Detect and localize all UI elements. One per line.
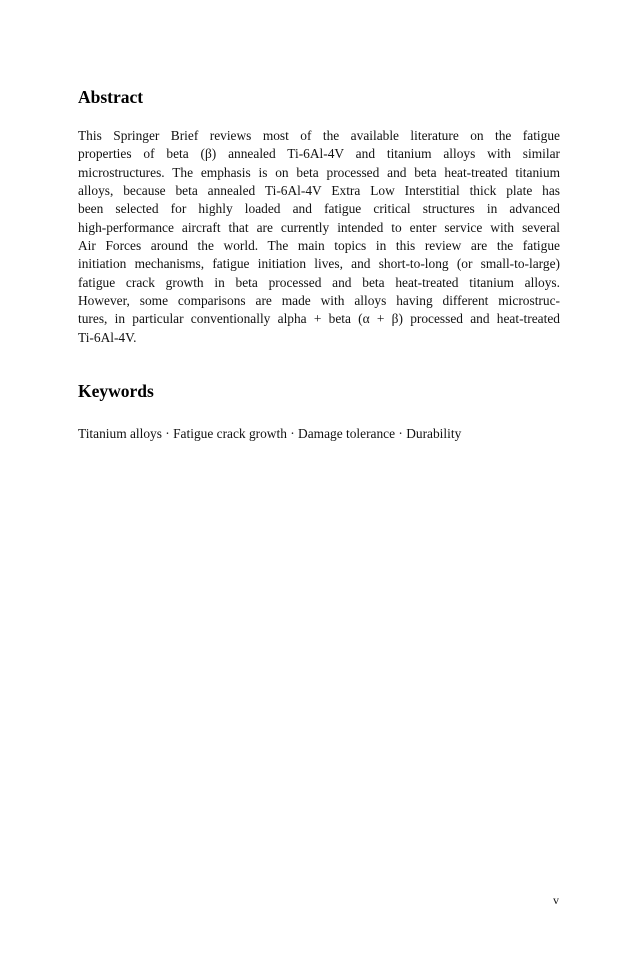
abstract-line: been selected for highly loaded and fatigue critical structures in advanced [78, 201, 560, 217]
abstract-body [78, 127, 560, 347]
abstract-line: properties of beta (β) annealed Ti-6Al-4V and titanium alloys with similar [78, 146, 560, 162]
abstract-line: This Springer Brief reviews most of the available literature on the fatigue [78, 128, 560, 143]
abstract-line: initiation mechanisms, fatigue initiation lives, and short-to-long (or small-to-large) [78, 256, 560, 272]
abstract-line: microstructures. The emphasis is on beta processed and beta heat-treated titanium [78, 164, 560, 180]
page-number: v [553, 893, 559, 907]
abstract-line: Ti-6Al-4V. [78, 329, 137, 345]
abstract-line: Air Forces around the world. The main topics in this review are the fatigue [78, 238, 560, 254]
abstract-heading: Abstract [78, 87, 144, 107]
keywords-list: Titanium alloys · Fatigue crack growth · Damage tolerance · Durability [78, 426, 462, 441]
abstract-line: alloys, because beta annealed Ti-6Al-4V Extra Low Interstitial thick plate has [78, 183, 560, 199]
abstract-line: fatigue crack growth in beta processed and beta heat-treated titanium alloys. [78, 274, 560, 290]
abstract-line: high-performance aircraft that are currently intended to enter service with several [78, 219, 560, 235]
abstract-line: tures, in particular conventionally alpha + beta (α + β) processed and heat-treated [78, 311, 560, 327]
keywords-heading: Keywords [78, 381, 154, 401]
abstract-line: However, some comparisons are made with alloys having different microstruc- [78, 293, 560, 309]
